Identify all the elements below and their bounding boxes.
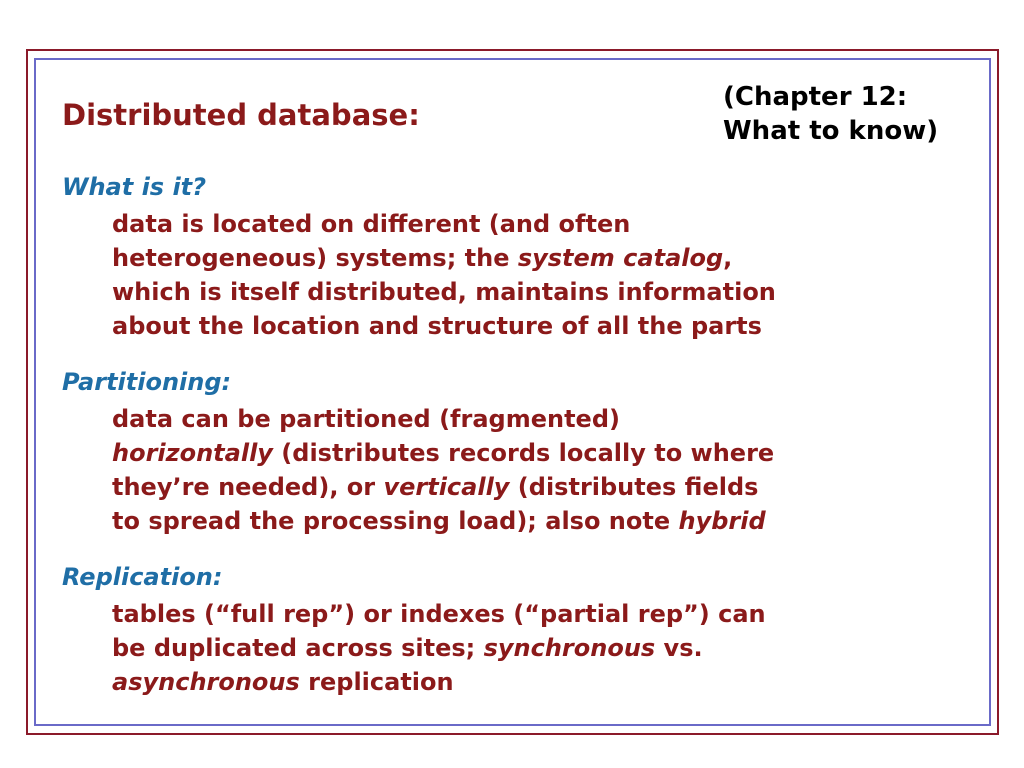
body-line: they’re needed), or vertically (distributes fields	[112, 473, 759, 501]
body-line: to spread the processing load); also note hybrid	[112, 507, 766, 535]
body-line: which is itself distributed, maintains information	[112, 278, 776, 306]
body-line: data can be partitioned (fragmented)	[112, 405, 620, 433]
section-body-partitioning	[112, 402, 774, 538]
chapter-note-line-2: What to know)	[723, 116, 939, 146]
body-line: tables (“full rep”) or indexes (“partial rep”) can	[112, 600, 766, 628]
section-body-replication	[112, 597, 766, 699]
section-body-what-is-it	[112, 207, 776, 343]
emphasis-term: synchronous	[483, 634, 656, 662]
body-line: heterogeneous) systems; the system catalog,	[112, 244, 733, 272]
section-heading-partitioning: Partitioning:	[62, 368, 232, 396]
body-line: asynchronous replication	[112, 668, 454, 696]
body-line: be duplicated across sites; synchronous vs.	[112, 634, 703, 662]
body-line: data is located on different (and often	[112, 210, 631, 238]
chapter-note	[723, 80, 938, 148]
emphasis-term: vertically	[383, 473, 510, 501]
section-heading-replication: Replication:	[62, 563, 223, 591]
emphasis-term: system catalog	[517, 244, 724, 272]
body-line: horizontally (distributes records locally to where	[112, 439, 775, 467]
emphasis-term: horizontally	[112, 439, 273, 467]
emphasis-term: asynchronous	[112, 668, 300, 696]
chapter-note-line-1: (Chapter 12:	[723, 82, 908, 112]
section-heading-what-is-it: What is it?	[62, 173, 207, 201]
slide-title: Distributed database:	[62, 98, 420, 132]
body-line: about the location and structure of all the parts	[112, 312, 762, 340]
emphasis-term: hybrid	[678, 507, 766, 535]
